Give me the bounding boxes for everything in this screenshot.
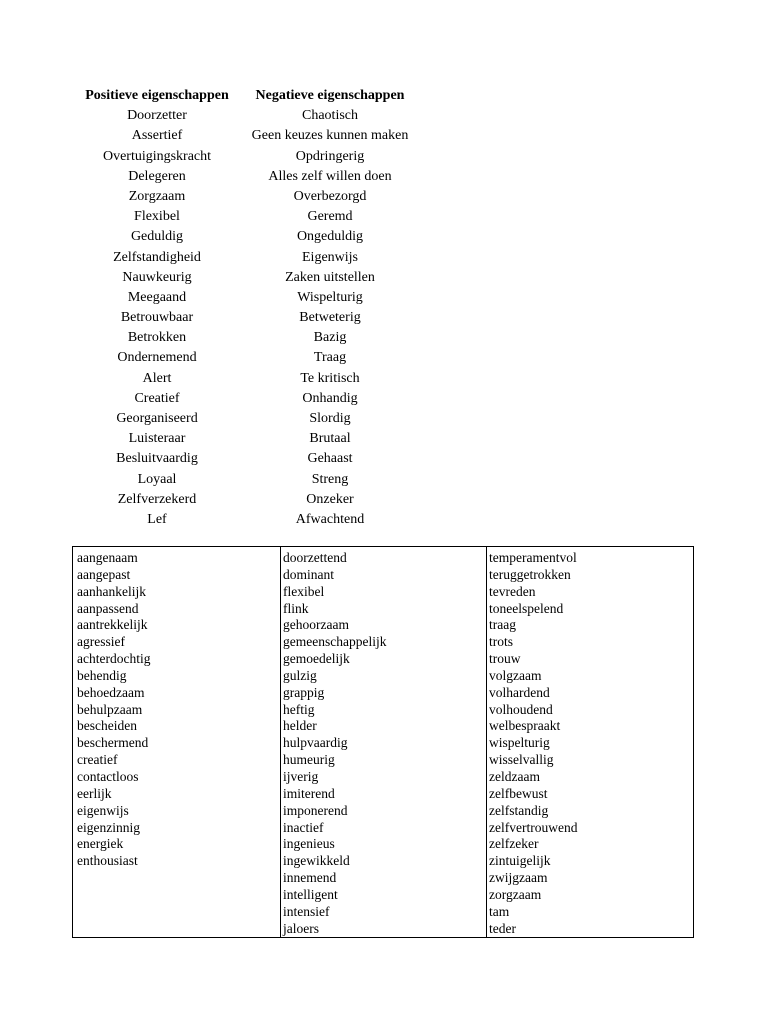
word-item: flink xyxy=(283,600,309,616)
word-item: ingewikkeld xyxy=(283,853,350,869)
word-item: achterdochtig xyxy=(77,651,151,667)
word-item: volgzaam xyxy=(489,667,542,683)
word-item: ingenieus xyxy=(283,836,335,852)
negative-trait: Gehaast xyxy=(307,451,353,467)
word-item: volhardend xyxy=(489,684,550,700)
traits-table-row xyxy=(72,187,432,207)
word-item: heftig xyxy=(283,701,315,717)
word-item: innemend xyxy=(283,870,337,886)
negative-trait: Chaotisch xyxy=(302,108,358,124)
positive-trait: Luisteraar xyxy=(128,431,186,447)
traits-table-row xyxy=(72,308,432,328)
negative-trait: Geen keuzes kunnen maken xyxy=(251,128,409,144)
traits-table-row xyxy=(72,449,432,469)
word-item: teder xyxy=(489,920,516,936)
traits-table-row xyxy=(72,167,432,187)
word-item: zeldzaam xyxy=(489,768,540,784)
word-item: agressief xyxy=(77,634,125,650)
traits-table xyxy=(72,86,432,530)
positive-trait: Zorgzaam xyxy=(128,188,186,204)
positive-trait: Georganiseerd xyxy=(116,411,198,426)
word-item: intensief xyxy=(283,903,330,919)
positive-trait: Zelfstandigheid xyxy=(113,249,201,265)
positive-trait: Assertief xyxy=(131,128,183,144)
negative-trait: Te kritisch xyxy=(300,370,360,386)
positive-trait: Loyaal xyxy=(137,471,177,487)
word-item: imponerend xyxy=(283,802,348,818)
traits-table-header xyxy=(72,86,432,106)
positive-trait: Creatief xyxy=(134,390,180,406)
traits-table-row xyxy=(72,207,432,227)
word-item: behendig xyxy=(77,667,127,683)
word-table xyxy=(72,546,694,938)
traits-table-row xyxy=(72,510,432,530)
positive-trait: Lef xyxy=(147,511,167,527)
positive-trait: Flexibel xyxy=(134,209,180,225)
word-item: humeurig xyxy=(283,752,335,768)
word-item: toneelspelend xyxy=(489,600,564,616)
word-item: intelligent xyxy=(283,886,338,902)
word-item: aangenaam xyxy=(77,550,138,565)
word-item: doorzettend xyxy=(283,550,347,565)
positive-trait: Betrouwbaar xyxy=(120,310,194,326)
negative-trait: Zaken uitstellen xyxy=(285,269,375,285)
positive-trait: Nauwkeurig xyxy=(122,269,192,285)
traits-table-body xyxy=(72,106,432,530)
word-item: teruggetrokken xyxy=(489,566,571,582)
traits-table-row xyxy=(72,470,432,490)
header-negative: Negatieve eigenschappen xyxy=(255,88,405,103)
negative-trait: Ongeduldig xyxy=(296,229,364,245)
word-item: zelfbewust xyxy=(489,785,548,801)
word-item: zelfstandig xyxy=(489,802,549,818)
negative-trait: Traag xyxy=(313,350,347,366)
word-item: gemeenschappelijk xyxy=(283,634,387,650)
word-item: gemoedelijk xyxy=(283,651,350,667)
word-item: eigenwijs xyxy=(77,802,129,818)
traits-table-row xyxy=(72,106,432,126)
word-item: imiterend xyxy=(283,785,335,801)
negative-trait: Afwachtend xyxy=(295,511,365,527)
negative-trait: Opdringerig xyxy=(295,148,365,164)
word-column-1 xyxy=(73,547,281,937)
traits-table-row xyxy=(72,429,432,449)
word-item: beschermend xyxy=(77,735,149,751)
word-item: temperamentvol xyxy=(489,550,577,565)
word-item: eigenzinnig xyxy=(77,819,140,835)
traits-table-row xyxy=(72,369,432,389)
negative-trait: Overbezorgd xyxy=(293,188,367,204)
word-item: behulpzaam xyxy=(77,701,143,717)
word-item: eerlijk xyxy=(77,785,112,801)
traits-table-row xyxy=(72,248,432,268)
header-positive: Positieve eigenschappen xyxy=(85,88,229,103)
word-item: zintuigelijk xyxy=(489,853,551,869)
negative-trait: Onhandig xyxy=(302,390,358,406)
word-item: grappig xyxy=(283,684,325,700)
positive-trait: Ondernemend xyxy=(117,350,197,366)
word-item: ijverig xyxy=(283,768,319,784)
positive-trait: Zelfverzekerd xyxy=(117,491,197,507)
word-item: flexibel xyxy=(283,583,325,599)
word-item: dominant xyxy=(283,566,334,582)
word-column-2 xyxy=(281,547,487,937)
negative-trait: Wispelturig xyxy=(297,289,363,305)
traits-table-row xyxy=(72,389,432,409)
positive-trait: Geduldig xyxy=(130,229,184,245)
negative-trait: Slordig xyxy=(309,411,351,426)
word-item: zelfzeker xyxy=(489,836,539,852)
word-item: trouw xyxy=(489,651,521,667)
word-item: welbespraakt xyxy=(489,718,561,734)
word-item: enthousiast xyxy=(77,853,138,869)
positive-trait: Betrokken xyxy=(127,330,187,346)
positive-trait: Besluitvaardig xyxy=(116,451,198,467)
traits-table-row xyxy=(72,409,432,429)
traits-table-row xyxy=(72,328,432,348)
word-item: tam xyxy=(489,903,510,919)
negative-trait: Alles zelf willen doen xyxy=(268,168,392,184)
positive-trait: Overtuigingskracht xyxy=(102,148,212,164)
traits-table-row xyxy=(72,288,432,308)
word-item: zelfvertrouwend xyxy=(489,819,578,835)
traits-table-row xyxy=(72,147,432,167)
negative-trait: Bazig xyxy=(313,330,347,346)
word-item: jaloers xyxy=(283,920,319,936)
word-item: gehoorzaam xyxy=(283,617,349,633)
positive-trait: Delegeren xyxy=(128,168,186,184)
traits-table-row xyxy=(72,348,432,368)
word-item: aanhankelijk xyxy=(77,583,146,599)
word-item: trots xyxy=(489,634,514,650)
traits-table-row xyxy=(72,126,432,146)
word-item: aantrekkelijk xyxy=(77,617,148,633)
word-item: energiek xyxy=(77,836,124,852)
word-item: traag xyxy=(489,617,516,633)
negative-trait: Betweterig xyxy=(299,310,361,326)
word-item: zorgzaam xyxy=(489,886,542,902)
word-item: hulpvaardig xyxy=(283,735,348,751)
word-item: tevreden xyxy=(489,583,536,599)
word-item: behoedzaam xyxy=(77,684,145,700)
traits-table-row xyxy=(72,227,432,247)
traits-table-row xyxy=(72,268,432,288)
word-item: creatief xyxy=(77,752,118,768)
word-item: helder xyxy=(283,718,317,734)
word-item: zwijgzaam xyxy=(489,870,548,886)
word-item: inactief xyxy=(283,819,324,835)
word-item: wispelturig xyxy=(489,735,550,751)
negative-trait: Brutaal xyxy=(309,431,351,447)
word-item: volhoudend xyxy=(489,701,553,717)
negative-trait: Eigenwijs xyxy=(302,249,358,265)
positive-trait: Meegaand xyxy=(127,289,187,305)
negative-trait: Streng xyxy=(311,471,349,487)
word-column-3 xyxy=(487,547,693,937)
word-item: wisselvallig xyxy=(489,752,554,768)
word-item: gulzig xyxy=(283,667,317,683)
word-item: aangepast xyxy=(77,566,131,582)
word-item: aanpassend xyxy=(77,600,139,616)
negative-trait: Onzeker xyxy=(306,491,354,507)
positive-trait: Doorzetter xyxy=(127,108,187,124)
positive-trait: Alert xyxy=(142,370,172,386)
traits-table-row xyxy=(72,490,432,510)
word-item: bescheiden xyxy=(77,718,137,734)
word-item: contactloos xyxy=(77,768,139,784)
negative-trait: Geremd xyxy=(307,209,353,225)
